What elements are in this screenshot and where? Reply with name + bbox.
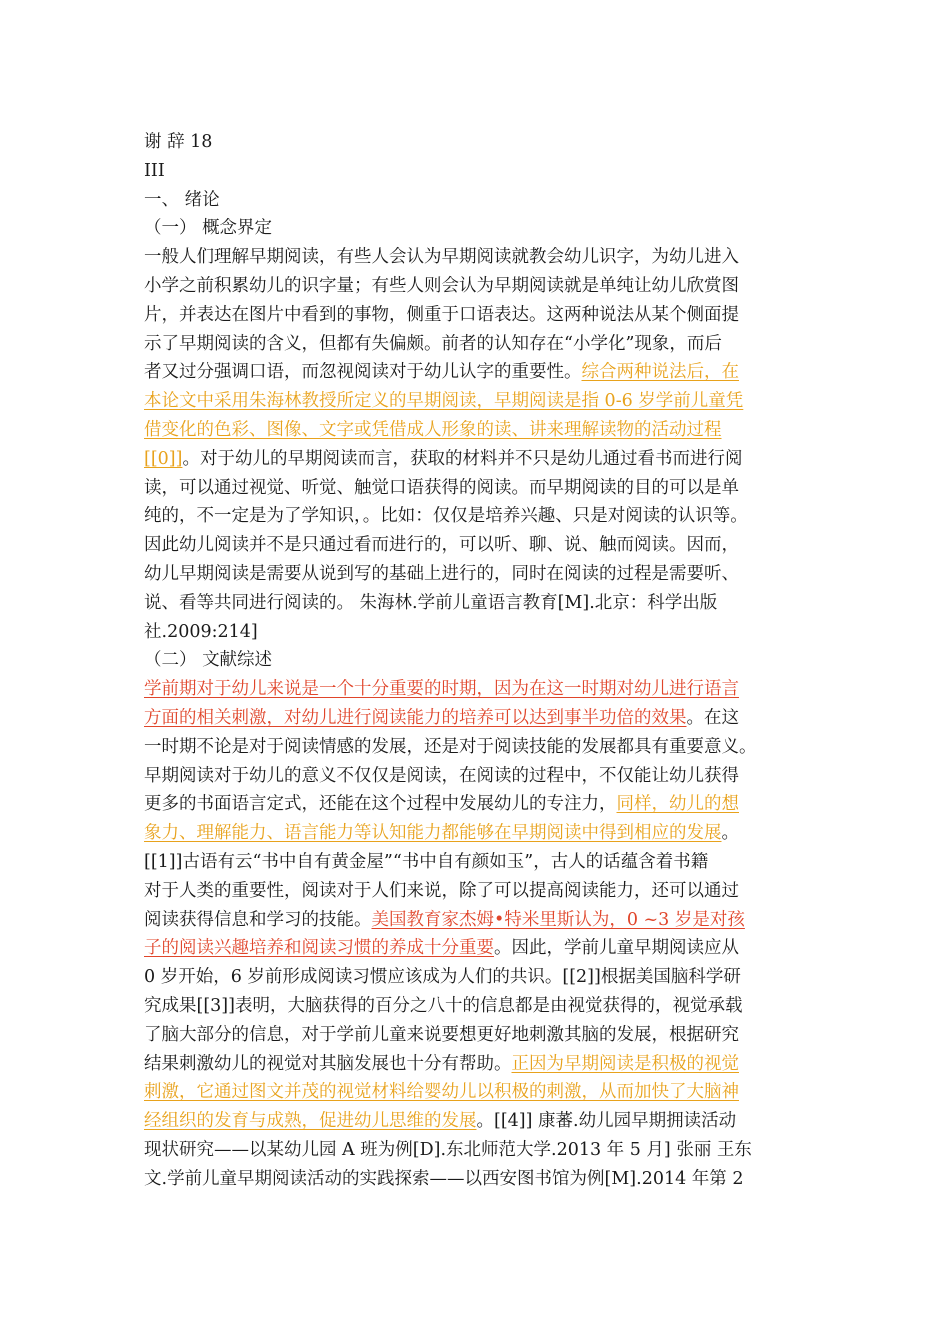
highlight-red-segment: 方面的相关刺激，对幼儿进行阅读能力的培养可以达到事半功倍的效果	[144, 707, 687, 728]
text-segment: 因此幼儿阅读并不是只通过看而进行的，可以听、聊、说、触而阅读。因而，	[144, 535, 739, 556]
text-segment: 了脑大部分的信息，对于学前儿童来说要想更好地刺激其脑的发展，根据研究	[144, 1024, 739, 1045]
text-segment: 。因此，学前儿童早期阅读应从	[494, 938, 739, 959]
highlight-orange-segment: 经组织的发育与成熟，促进幼儿思维的发展	[144, 1111, 477, 1132]
text-line	[144, 387, 816, 416]
highlight-orange-segment: 借变化的色彩、图像、文字或凭借成人形象的读、讲来理解读物的活动过程	[144, 419, 722, 440]
highlight-orange-segment: [[0]]	[144, 448, 183, 469]
highlight-orange-segment: 刺激，它通过图文并茂的视觉材料给婴幼儿以积极的刺激，从而加快了大脑神	[144, 1082, 739, 1103]
text-line	[144, 704, 816, 733]
text-line	[144, 848, 816, 877]
text-line	[144, 560, 816, 589]
highlight-orange-segment: 本论文中采用朱海林教授所定义的早期阅读，早期阅读是指 0-6 岁学前儿童凭	[144, 391, 744, 412]
text-segment: 现状研究——以某幼儿园 A 班为例[D].东北师范大学.2013 年 5 月] 张丽 王东	[144, 1139, 752, 1160]
text-segment: 小学之前积累幼儿的识字量；有些人则会认为早期阅读就是单纯让幼儿欣赏图	[144, 275, 739, 296]
text-line	[144, 186, 816, 215]
text-segment: 对于人类的重要性，阅读对于人们来说，除了可以提高阅读能力，还可以通过	[144, 880, 739, 901]
text-segment: 0 岁开始，6 岁前形成阅读习惯应该成为人们的共识。[[2]]根据美国脑科学研	[144, 967, 741, 988]
text-line	[144, 358, 816, 387]
text-segment: III	[144, 160, 165, 181]
text-segment: 幼儿早期阅读是需要从说到写的基础上进行的，同时在阅读的过程是需要听、	[144, 563, 739, 584]
text-segment: 说、看等共同进行阅读的。 朱海林.学前儿童语言教育[M].北京：科学出版	[144, 592, 718, 613]
text-line	[144, 877, 816, 906]
text-segment: 谢 辞 18	[144, 132, 213, 152]
text-segment: 更多的书面语言定式，还能在这个过程中发展幼儿的专注力，	[144, 794, 617, 815]
text-segment: 究成果[[3]]表明，大脑获得的百分之八十的信息都是由视觉获得的，视觉承载	[144, 995, 743, 1016]
text-line	[144, 934, 816, 963]
highlight-red-segment: 美国教育家杰姆•特米里斯认为，0 ~3 岁是对孩	[371, 909, 745, 930]
text-line	[144, 272, 816, 301]
text-line	[144, 502, 816, 531]
text-segment: 。对于幼儿的早期阅读而言，获取的材料并不只是幼儿通过看书而进行阅	[182, 448, 743, 469]
text-line	[144, 531, 816, 560]
text-segment: 片，并表达在图片中看到的事物，侧重于口语表达。这两种说法从某个侧面提	[144, 304, 739, 325]
text-segment: 早期阅读对于幼儿的意义不仅仅是阅读，在阅读的过程中，不仅能让幼儿获得	[144, 765, 739, 786]
text-line	[144, 1165, 816, 1194]
text-line	[144, 330, 816, 359]
highlight-red-segment: 子的阅读兴趣培养和阅读习惯的养成十分重要	[144, 938, 494, 959]
text-line	[144, 733, 816, 762]
text-line	[144, 646, 816, 675]
text-line	[144, 128, 816, 157]
text-line	[144, 589, 816, 618]
highlight-orange-segment: 象力、理解能力、语言能力等认知能力都能够在早期阅读中得到相应的发展	[144, 823, 722, 844]
text-line	[144, 963, 816, 992]
text-line	[144, 474, 816, 503]
text-line	[144, 992, 816, 1021]
highlight-orange-segment: 综合两种说法后，在	[581, 362, 739, 383]
text-line	[144, 301, 816, 330]
text-line	[144, 819, 816, 848]
text-segment: 者又过分强调口语，而忽视阅读对于幼儿认字的重要性。	[144, 362, 582, 383]
text-segment: 纯的，不一定是为了学知识，。比如：仅仅是培养兴趣、只是对阅读的认识等。	[144, 506, 748, 527]
highlight-orange-segment: 同样，幼儿的想	[616, 794, 739, 815]
text-line	[144, 1050, 816, 1079]
text-segment: 一般人们理解早期阅读，有些人会认为早期阅读就教会幼儿识字，为幼儿进入	[144, 247, 739, 268]
text-line	[144, 762, 816, 791]
text-segment: 示了早期阅读的含义，但都有失偏颇。前者的认知存在“小学化”现象，而后	[144, 333, 722, 354]
text-segment: 。[[4]] 康蕃.幼儿园早期拥读活动	[476, 1111, 737, 1132]
text-line	[144, 416, 816, 445]
text-line	[144, 675, 816, 704]
text-line	[144, 1107, 816, 1136]
text-segment: 文.学前儿童早期阅读活动的实践探索——以西安图书馆为例[M].2014 年第 2	[144, 1168, 744, 1189]
text-segment: 一、 绪论	[144, 189, 220, 210]
text-segment: 社.2009:214]	[144, 621, 258, 642]
text-segment: [[1]]古语有云“书中自有黄金屋”“书中自有颜如玉”，古人的话蕴含着书籍	[144, 851, 709, 872]
text-segment: （二） 文献综述	[144, 650, 273, 671]
document-body	[144, 128, 816, 1193]
text-line	[144, 243, 816, 272]
text-segment: 。在这	[686, 707, 739, 728]
text-line	[144, 1078, 816, 1107]
text-line	[144, 445, 816, 474]
highlight-red-segment: 学前期对于幼儿来说是一个十分重要的时期，因为在这一时期对幼儿进行语言	[144, 679, 739, 700]
text-line	[144, 906, 816, 935]
text-segment: 结果刺激幼儿的视觉对其脑发展也十分有帮助。	[144, 1053, 512, 1074]
text-segment: 一时期不论是对于阅读情感的发展，还是对于阅读技能的发展都具有重要意义。	[144, 736, 757, 757]
text-line	[144, 157, 816, 186]
text-line	[144, 790, 816, 819]
text-line	[144, 214, 816, 243]
text-segment: 。	[721, 823, 739, 844]
text-segment: （一） 概念界定	[144, 218, 273, 239]
text-segment: 读，可以通过视觉、听觉、触觉口语获得的阅读。而早期阅读的目的可以是单	[144, 477, 739, 498]
text-line	[144, 1136, 816, 1165]
text-line	[144, 618, 816, 647]
text-segment: 阅读获得信息和学习的技能。	[144, 909, 372, 930]
text-line	[144, 1021, 816, 1050]
highlight-orange-segment: 正因为早期阅读是积极的视觉	[511, 1053, 739, 1074]
